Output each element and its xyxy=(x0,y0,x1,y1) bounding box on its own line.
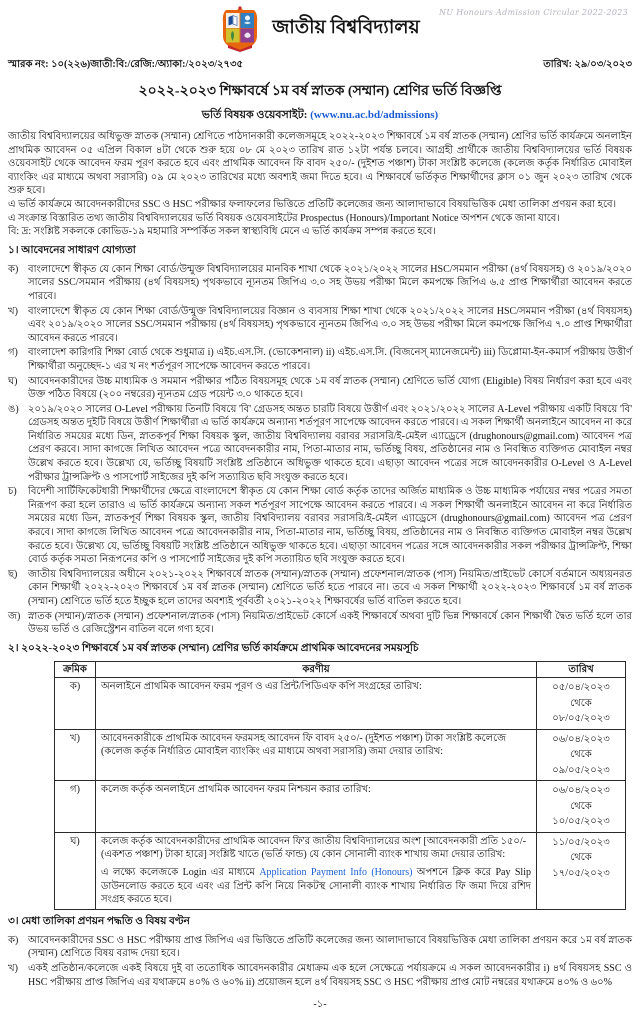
list-item xyxy=(8,934,632,961)
column-header-action: করণীয় xyxy=(96,661,537,678)
row-date xyxy=(537,781,626,833)
item-label: জ) xyxy=(8,610,21,622)
list-item xyxy=(8,305,632,346)
date-from: ০৬/০৪/২০২৩ xyxy=(552,785,610,797)
item-text: একই প্রতিষ্ঠান/কলেজে একই বিষয়ে দুই বা ততোধিক আবেদনকারীর মেধাক্রম এক হলে সেক্ষেত্রে পর্যায়ক্রমে এ সকল আবেদনকারীর i) ৪র্থ বিষয়সহ SSC ও HSC পরীক্ষায় প্রাপ্ত জিপিএ এর যথাক্রমে ৪০% ও ৬০% ii) প্রয়োজন হলে ৪র্থ বিষয়সহ SSC ও HSC পরীক্ষায় প্রাপ্ত মোট নম্বরের যথাক্রমে ৪০% ও ৬০% xyxy=(28,963,632,988)
item-text: বাংলাদেশে স্বীকৃত যে কোন শিক্ষা বোর্ড/উন্মুক্ত বিশ্ববিদ্যালয়ের মানবিক শাখা থেকে ২০২১/২০২২ সালের HSC/সমমান পরীক্ষা (৪র্থ বিষয়সহ) ও ২০১৯/২০২০ সালের SSC/সমমান পরীক্ষায় (৪র্থ বিষয়সহ) পৃথকভাবে ন্যূনতম জিপিএ ৩.০ সহ উভয় পরীক্ষা মিলে কমপক্ষে জিপিএ ৬.৫ প্রাপ্ত শিক্ষার্থীরা আবেদন করতে পারবে। xyxy=(28,263,632,302)
item-label: ঘ) xyxy=(8,375,18,387)
memo-number: স্মারক নং: ১০(২২৬)জাতী:বি:/রেজি:/অ্যাকা:/২০২৩/২৭৩৫ xyxy=(8,59,244,70)
row-action: কলেজ কর্তৃক অনলাইনে প্রাথমিক আবেদন ফরম নিশ্চয়ন করার তারিখ: xyxy=(96,781,537,833)
date-separator: থেকে xyxy=(570,749,592,761)
list-item xyxy=(8,485,632,567)
row-date xyxy=(537,832,626,909)
issue-date: তারিখ: ২৯/০৩/২০২৩ xyxy=(543,59,632,70)
date-to: ০৯/০৫/২০২৩ xyxy=(552,764,610,776)
list-item xyxy=(8,610,632,637)
item-label: খ) xyxy=(8,305,18,317)
item-text: আবেদনকারীদের SSC ও HSC পরীক্ষায় প্রাপ্ত জিপিএ এর ভিত্তিতে প্রতিটি কলেজের জন্য আলাদাভাবে বিষয়ভিত্তিক মেধা তালিকা প্রণয়ন করে ১ম বর্ষ স্নাতক (সম্মান) শ্রেণিতে বিষয় বরাদ্দ দেয়া হবে। xyxy=(28,934,632,960)
date-from: ১১/০৫/২০২৩ xyxy=(552,836,610,848)
application-schedule-table xyxy=(54,661,626,910)
table-row xyxy=(55,678,626,730)
section3-heading: ৩। মেধা তালিকা প্রণয়ন পদ্ধতি ও বিষয় বণ্টন xyxy=(8,915,190,927)
date-from: ০৫/০৪/২০২৩ xyxy=(552,682,610,694)
table-header-row xyxy=(55,661,626,678)
list-item xyxy=(8,403,632,485)
intro-paragraph-2: এ ভর্তি কার্যক্রমে আবেদনকারীদের SSC ও HSC পরীক্ষার ফলাফলের ভিত্তিতে প্রতিটি কলেজের জন্য আলাদাভাবে বিষয়ভিত্তিক মেধা তালিকা প্রণয়ন করা হবে। xyxy=(8,198,617,210)
item-text: ২০১৯/২০২০ সালের O-Level পরীক্ষায় তিনটি বিষয়ে 'বি' গ্রেডসহ অন্তত চারটি বিষয়ে উত্তীর্ণ এবং ২০২১/২০২২ সালের A-Level পরীক্ষায় একটি বিষয়ে 'বি' গ্রেডসহ অন্তত দুইটি বিষয়ে উত্তীর্ণ শিক্ষার্থীরা এ ভর্তি কার্যক্রমে অন্যান্য শর্তপূরণ সাপেক্ষে আবেদন করতে পারবে। এ সকল শিক্ষার্থী অনলাইনে আবেদন না করে নির্ধারিত সময়ের মধ্যে ডিন, স্নাতকপূর্ব শিক্ষা বিষয়ক স্কুল, জাতীয় বিশ্ববিদ্যালয় বরাবর সরাসরি/ই-মেইল এ্যাড্রেসে (drughonours@gmail.com) আবেদন পত্র প্রেরণ করবে। সাদা কাগজে লিখিত আবেদন পত্রে আবেদনকারীর নাম, পিতা-মাতার নাম, ভর্তিচ্ছু বিষয়, প্রতিষ্ঠানের নাম ও নিবন্ধিত ব্যক্তিগত মোবাইল নম্বর উল্লেখ করতে হবে। উল্লেখ্য যে, ভর্তিচ্ছু বিষয়টি সংশ্লিষ্ট প্রতিষ্ঠানে অধিভুক্ত থাকতে হবে। এছাড়া আবেদন পত্রের সঙ্গে আবেদনকারীর O-Level ও A-Level পরীক্ষার ট্রান্সক্রিপ্ট ও পাসপোর্ট সাইজের দুই কপি সত্যায়িত ছবি সংযুক্ত করতে হবে। xyxy=(28,403,632,483)
intro-paragraph-3: এ সংক্রান্ত বিস্তারিত তথ্য জাতীয় বিশ্ববিদ্যালয়ের ভর্তি বিষয়ক ওয়েবসাইটের Prospectus (Honours)/Important Notice অপশন থেকে জানা যাবে। xyxy=(8,212,560,224)
item-label: চ) xyxy=(8,486,17,498)
item-text: আবেদনকারীদের উচ্চ মাধ্যমিক ও সমমান পরীক্ষার পঠিত বিষয়সমূহ থেকে ১ম বর্ষ স্নাতক (সম্মান) শ্রেণিতে ভর্তি যোগ্য (Eligible) বিষয় নির্ধারণ করা হবে এবং উক্ত পঠিত বিষয়ে (২০০ নম্বরের) ন্যূনতম গ্রেড পয়েন্ট ৩.০ থাকতে হবে। xyxy=(28,375,632,401)
row-action xyxy=(96,832,537,909)
item-label: খ) xyxy=(8,963,18,975)
intro-paragraph-1: জাতীয় বিশ্ববিদ্যালয়ের অধিভুক্ত স্নাতক (সম্মান) শ্রেণিতে পাঠদানকারী কলেজসমূহে ২০২২-২০২৩ শিক্ষাবর্ষে ১ম বর্ষ স্নাতক (সম্মান) শ্রেণির ভর্তি কার্যক্রমে অনলাইন প্রাথমিক আবেদন ০৫ এপ্রিল বিকাল ৪টা থেকে শুরু হয়ে ০৮ মে ২০২৩ তারিখ রাত ১২টা পর্যন্ত চলবে। আগ্রহী প্রার্থীকে জাতীয় বিশ্ববিদ্যালয়ের ভর্তি বিষয়ক ওয়েবসাইট থেকে আবেদন ফরম পূরণ করতে হবে এবং প্রাথমিক আবেদন ফি বাবদ ২৫০/- (দুইশত পঞ্চাশ) টাকা সংশ্লিষ্ট কলেজে (কলেজ কর্তৃক নির্ধারিত মোবাইল ব্যাংকিং এর মাধ্যমে অথবা সরাসরি) ০৯ মে ২০২৩ তারিখের মধ্যে অবশ্যই জমা দিতে হবে। এ শিক্ষাবর্ষে ভর্তিকৃত শিক্ষার্থীদের ক্লাস ০১ জুন ২০২৩ তারিখ থেকে শুরু হবে। xyxy=(8,131,632,197)
page-number: -১- xyxy=(313,999,327,1011)
item-label: ছ) xyxy=(8,568,18,580)
date-separator: থেকে xyxy=(570,852,592,864)
covid-note: বি: দ্র: সংশ্লিষ্ট সকলকে কোভিড-১৯ মহামারি সম্পর্কিত সকল স্বাস্থ্যবিধি মেনে এ ভর্তি কার্যক্রম সম্পন্ন করতে হবে। xyxy=(8,226,436,238)
application-payment-info-link[interactable]: Application Payment Info (Honours) xyxy=(259,867,413,879)
row-action: অনলাইনে প্রাথমিক আবেদন ফরম পূরণ ও এর প্রিন্ট/পিডিএফ কপি সংগ্রহের তারিখ: xyxy=(96,678,537,730)
university-name: জাতীয় বিশ্ববিদ্যালয় xyxy=(272,17,420,38)
page-title: ২০২২-২০২৩ শিক্ষাবর্ষে ১ম বর্ষ স্নাতক (সম্মান) শ্রেণির ভর্তি বিজ্ঞপ্তি xyxy=(138,84,502,99)
nu-university-seal-icon xyxy=(220,6,260,52)
section1-heading: ১। আবেদনের সাধারণ যোগ্যতা xyxy=(8,244,136,256)
item-label: ক) xyxy=(8,934,19,946)
row-serial: খ) xyxy=(55,729,96,781)
row-serial: ক) xyxy=(55,678,96,730)
row-action-text: কলেজ কর্তৃক আবেদনকারীদের প্রাথমিক আবেদন ফি'র জাতীয় বিশ্ববিদ্যালয়ের অংশ [আবেদনকারী প্রতি ১৫০/- (একশত পঞ্চাশ) টাকা হারে] সংশ্লিষ্ট খাতে (ভর্তি ফান্ড) যে কোন সোনালী ব্যাংক শাখায় জমা দেয়ার তারিখ: xyxy=(101,835,527,861)
pay-slip-note xyxy=(101,866,531,907)
column-header-date: তারিখ xyxy=(537,661,626,678)
list-item xyxy=(8,263,632,304)
column-header-serial: ক্রমিক xyxy=(55,661,96,678)
list-item xyxy=(8,346,632,373)
list-item xyxy=(8,962,632,989)
table-row xyxy=(55,832,626,909)
table-row xyxy=(55,729,626,781)
row-date xyxy=(537,678,626,730)
list-item xyxy=(8,375,632,402)
row-serial: ঘ) xyxy=(55,832,96,909)
date-to: ০৮/০৫/২০২৩ xyxy=(552,713,610,725)
item-text: বাংলাদেশে স্বীকৃত যে কোন শিক্ষা বোর্ড/উন্মুক্ত বিশ্ববিদ্যালয়ের বিজ্ঞান ও ব্যবসায় শিক্ষা শাখা থেকে ২০২১/২০২২ সালের HSC/সমমান পরীক্ষা (৪র্থ বিষয়সহ) এবং ২০১৯/২০২০ সালের SSC/সমমান পরীক্ষায় (৪র্থ বিষয়সহ) পৃথকভাবে ন্যূনতম জিপিএ ৩.০ সহ উভয় পরীক্ষা মিলে কমপক্ষে জিপিএ ৭.০ প্রাপ্ত শিক্ষার্থীরা আবেদন করতে পারবে। xyxy=(28,305,632,344)
item-label: গ) xyxy=(8,347,18,359)
website-label: ভর্তি বিষয়ক ওয়েবসাইট: xyxy=(201,109,308,121)
row-serial: গ) xyxy=(55,781,96,833)
table-row xyxy=(55,781,626,833)
watermark-text: NU Honours Admission Circular 2022-2023 xyxy=(439,8,628,17)
website-line xyxy=(8,106,632,125)
list-item xyxy=(8,568,632,609)
memo-row xyxy=(8,57,632,74)
note-text-post: অপশনে ক্লিক করে Pay Slip ডাউনলোড করতে হবে এবং এর প্রিন্ট কপি নিয়ে নিকটস্থ সোনালী ব্যাংক শাখায় নির্ধারিত ফি জমা দিয়ে রশিদ সংগ্রহ করতে হবে। xyxy=(101,867,531,906)
item-text: বাংলাদেশ কারিগরি শিক্ষা বোর্ড থেকে শুধুমাত্র i) এইচ.এস.সি. (ভোকেশনাল) ii) এইচ.এস.সি. (বিজনেস্ ম্যানেজমেন্ট) iii) ডিপ্লোমা-ইন-কমার্স পরীক্ষায় উত্তীর্ণ শিক্ষার্থীরা অনুচ্ছেদ-১ এর খ নং শর্তপূরণ সাপেক্ষে আবেদন করতে পারবে। xyxy=(28,347,632,372)
date-to: ১৭/০৫/২০২৩ xyxy=(552,867,610,879)
row-date xyxy=(537,729,626,781)
date-to: ১০/০৫/২০২৩ xyxy=(552,816,610,828)
item-text: জাতীয় বিশ্ববিদ্যালয়ের অধীনে ২০২১-২০২২ শিক্ষাবর্ষে স্নাতক (সম্মান)/স্নাতক (সম্মান) প্রফেশনাল/স্নাতক (পাস) নিয়মিত/প্রাইভেট কোর্সে বর্তমানে অধ্যয়নরত কোন শিক্ষার্থী ২০২২-২০২৩ শিক্ষাবর্ষে ১ম বর্ষ স্নাতক (সম্মান) শ্রেণিতে ভর্তি হতে পারবে না। তবে এ সকল শিক্ষার্থী ২০২২-২০২৩ শিক্ষাবর্ষে ১ম বর্ষ স্নাতক (সম্মান) শ্রেণিতে ভর্তি হতে ইচ্ছুক হলে তাদের অবশ্যই পূর্ববর্তী ২০২১-২০২২ শিক্ষাবর্ষের ভর্তি বাতিল করতে হবে। xyxy=(28,568,632,607)
date-separator: থেকে xyxy=(570,697,592,709)
row-action: আবেদনকারীকে প্রাথমিক আবেদন ফরমসহ আবেদন ফি বাবদ ২৫০/- (দুইশত পঞ্চাশ) টাকা সংশ্লিষ্ট কলেজে (কলেজ কর্তৃক নির্ধারিত মোবাইল ব্যাংকিং এর মাধ্যমে অথবা সরাসরি) জমা দেয়ার তারিখ: xyxy=(96,729,537,781)
date-separator: থেকে xyxy=(570,800,592,812)
admissions-website-link[interactable]: (www.nu.ac.bd/admissions) xyxy=(310,109,439,121)
item-text: স্নাতক (সম্মান)/স্নাতক (সম্মান) প্রফেশনাল/স্নাতক (পাস) নিয়মিত/প্রাইভেট কোর্সে একই শিক্ষাবর্ষে অথবা দুটি ভিন্ন শিক্ষাবর্ষে কোন শিক্ষার্থী দ্বৈত ভর্তি হলে তার উভয় ভর্তি ও রেজিস্ট্রেশন বাতিল বলে গণ্য হবে। xyxy=(28,610,632,636)
item-label: ঙ) xyxy=(8,403,19,415)
section2-heading: ২। ২০২২-২০২৩ শিক্ষাবর্ষে ১ম বর্ষ স্নাতক (সম্মান) শ্রেণির ভর্তি কার্যক্রমে প্রাথমিক আবেদনের সময়সূচি xyxy=(8,642,419,654)
item-text: বিদেশী সার্টিফিকেটধারী শিক্ষার্থীদের ক্ষেত্রে বাংলাদেশে স্বীকৃত যে কোন শিক্ষা বোর্ড কর্তৃক তাদের অর্জিত মাধ্যমিক ও উচ্চ মাধ্যমিক পর্যায়ের নম্বর পত্রের সমতা নিরূপণ করা হলে তারাও এ ভর্তি কার্যক্রমে অন্যান্য সকল শর্তপূরণ সাপেক্ষে আবেদন করতে পারবে। এ সকল শিক্ষার্থী অনলাইনে আবেদন না করে নির্ধারিত সময়ের মধ্যে ডিন, স্নাতকপূর্ব শিক্ষা বিষয়ক স্কুল, জাতীয় বিশ্ববিদ্যালয় বরাবর সরাসরি/ই-মেইল এ্যাড্রেসে (drughonours@gmail.com) আবেদন পত্র প্রেরণ করবে। সাদা কাগজে লিখিত আবেদন পত্রে আবেদনকারীর নাম, পিতা-মাতার নাম, ভর্তিচ্ছু বিষয়, প্রতিষ্ঠানের নাম ও নিবন্ধিত ব্যক্তিগত মোবাইল নম্বর উল্লেখ করতে হবে। উল্লেখ্য যে, ভর্তিচ্ছু বিষয়টি সংশ্লিষ্ট প্রতিষ্ঠানে অধিভুক্ত থাকতে হবে। এছাড়া আবেদন পত্রের সঙ্গে আবেদনকারীর সকল পরীক্ষার ট্রান্সক্রিপ্ট, শিক্ষা বোর্ড কর্তৃক সমতা নিরূপনের কপি ও পাসপোর্ট সাইজের দুই কপি সত্যায়িত ছবি সংযুক্ত করতে হবে। xyxy=(28,486,632,566)
note-text-pre: এ লক্ষ্যে কলেজকে Login এর মাধ্যমে xyxy=(101,867,260,879)
item-label: ক) xyxy=(8,263,19,275)
date-from: ০৬/০৪/২০২৩ xyxy=(552,733,610,745)
